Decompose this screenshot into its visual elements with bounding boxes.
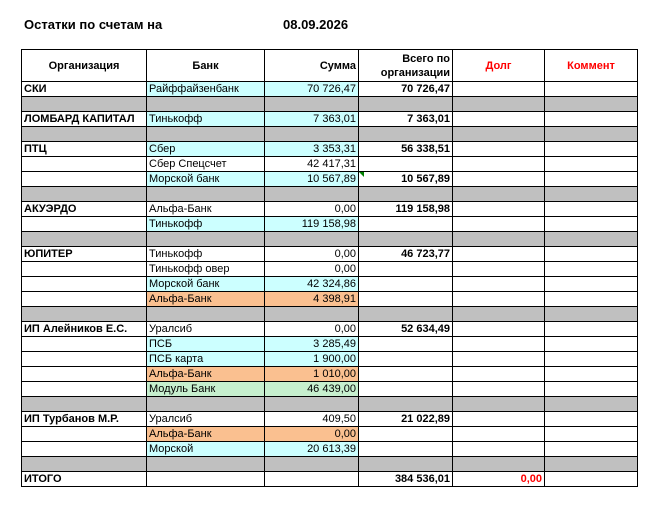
org-cell[interactable] — [22, 367, 147, 382]
separator-row — [22, 127, 638, 142]
comment-cell[interactable] — [545, 322, 638, 337]
sum-cell[interactable]: 1 900,00 — [265, 352, 359, 367]
debt-cell[interactable] — [453, 262, 545, 277]
separator-cell[interactable] — [265, 187, 359, 202]
debt-cell[interactable] — [453, 352, 545, 367]
separator-row — [22, 97, 638, 112]
bank-cell[interactable]: Морской банк — [147, 172, 265, 187]
table-row — [22, 367, 638, 382]
debt-cell[interactable] — [453, 172, 545, 187]
separator-cell[interactable] — [453, 457, 545, 472]
org-cell[interactable]: СКИ — [22, 82, 147, 97]
debt-cell[interactable] — [453, 412, 545, 427]
separator-cell[interactable] — [22, 232, 147, 247]
org-cell[interactable] — [22, 337, 147, 352]
debt-cell[interactable] — [453, 382, 545, 397]
org-total-cell[interactable]: 56 338,51 — [359, 142, 453, 157]
bank-cell[interactable]: Морской банк — [147, 277, 265, 292]
separator-cell[interactable] — [147, 127, 265, 142]
total-label[interactable]: ИТОГО — [22, 472, 147, 487]
header-bank[interactable]: Банк — [147, 50, 265, 82]
table-row — [22, 157, 638, 172]
sum-cell[interactable]: 0,00 — [265, 427, 359, 442]
sum-cell[interactable]: 46 439,00 — [265, 382, 359, 397]
table-row — [22, 142, 638, 157]
comment-cell[interactable] — [545, 292, 638, 307]
bank-cell[interactable]: Морской — [147, 442, 265, 457]
separator-cell[interactable] — [453, 187, 545, 202]
debt-cell[interactable] — [453, 217, 545, 232]
separator-cell[interactable] — [147, 307, 265, 322]
table-row — [22, 277, 638, 292]
header-row — [22, 50, 638, 82]
org-cell[interactable] — [22, 277, 147, 292]
sum-cell[interactable]: 0,00 — [265, 202, 359, 217]
separator-row — [22, 307, 638, 322]
debt-cell[interactable] — [453, 442, 545, 457]
org-total-cell[interactable] — [359, 427, 453, 442]
grand-total[interactable]: 384 536,01 — [359, 472, 453, 487]
debt-cell[interactable] — [453, 292, 545, 307]
org-cell[interactable] — [22, 382, 147, 397]
separator-cell[interactable] — [359, 127, 453, 142]
org-total-cell[interactable] — [359, 337, 453, 352]
total-debt[interactable]: 0,00 — [453, 472, 545, 487]
table-row — [22, 352, 638, 367]
separator-cell[interactable] — [453, 97, 545, 112]
separator-cell[interactable] — [545, 97, 638, 112]
debt-cell[interactable] — [453, 322, 545, 337]
separator-cell[interactable] — [22, 127, 147, 142]
bank-cell[interactable]: Сбер — [147, 142, 265, 157]
debt-cell[interactable] — [453, 112, 545, 127]
bank-cell[interactable]: Модуль Банк — [147, 382, 265, 397]
sum-cell[interactable]: 3 353,31 — [265, 142, 359, 157]
org-total-cell[interactable]: 52 634,49 — [359, 322, 453, 337]
sum-cell[interactable]: 0,00 — [265, 322, 359, 337]
separator-cell[interactable] — [265, 127, 359, 142]
sum-cell[interactable]: 3 285,49 — [265, 337, 359, 352]
separator-cell[interactable] — [147, 232, 265, 247]
table-row — [22, 322, 638, 337]
sum-cell[interactable]: 7 363,01 — [265, 112, 359, 127]
org-cell[interactable]: ЮПИТЕР — [22, 247, 147, 262]
org-cell[interactable] — [22, 427, 147, 442]
separator-cell[interactable] — [545, 187, 638, 202]
bank-cell[interactable]: Райффайзенбанк — [147, 82, 265, 97]
comment-cell[interactable] — [545, 427, 638, 442]
bank-cell[interactable]: Тинькофф — [147, 217, 265, 232]
sum-cell[interactable]: 42 417,31 — [265, 157, 359, 172]
table-row — [22, 442, 638, 457]
separator-cell[interactable] — [359, 307, 453, 322]
bank-cell[interactable]: Тинькофф овер — [147, 262, 265, 277]
bank-cell[interactable]: Уралсиб — [147, 322, 265, 337]
debt-cell[interactable] — [453, 277, 545, 292]
bank-cell[interactable]: Сбер Спецсчет — [147, 157, 265, 172]
sum-cell[interactable]: 409,50 — [265, 412, 359, 427]
org-total-cell[interactable] — [359, 157, 453, 172]
comment-cell[interactable] — [545, 112, 638, 127]
org-cell[interactable] — [22, 292, 147, 307]
org-total-cell[interactable]: 21 022,89 — [359, 412, 453, 427]
bank-cell[interactable]: ПСБ карта — [147, 352, 265, 367]
comment-cell[interactable] — [545, 277, 638, 292]
debt-cell[interactable] — [453, 367, 545, 382]
separator-row — [22, 397, 638, 412]
header-total-line1: Всего по — [402, 52, 450, 65]
table-row — [22, 112, 638, 127]
header-sum[interactable]: Сумма — [265, 50, 359, 82]
bank-cell[interactable]: Альфа-Банк — [147, 202, 265, 217]
header-debt[interactable]: Долг — [453, 50, 545, 82]
separator-cell[interactable] — [265, 307, 359, 322]
sum-cell[interactable]: 0,00 — [265, 247, 359, 262]
org-total-cell[interactable] — [359, 262, 453, 277]
org-cell[interactable] — [22, 262, 147, 277]
comment-cell[interactable] — [545, 352, 638, 367]
org-cell[interactable]: ИП Алейников Е.С. — [22, 322, 147, 337]
table-row — [22, 202, 638, 217]
total-bank-cell[interactable] — [147, 472, 265, 487]
sum-cell[interactable]: 42 324,86 — [265, 277, 359, 292]
separator-cell[interactable] — [147, 187, 265, 202]
org-total-cell[interactable] — [359, 367, 453, 382]
bank-cell[interactable]: Тинькофф — [147, 247, 265, 262]
org-total-cell[interactable]: 7 363,01 — [359, 112, 453, 127]
org-cell[interactable] — [22, 172, 147, 187]
org-total-cell[interactable]: 46 723,77 — [359, 247, 453, 262]
sheet-title[interactable]: Остатки по счетам на — [24, 17, 163, 32]
debt-cell[interactable] — [453, 427, 545, 442]
bank-cell[interactable]: Альфа-Банк — [147, 367, 265, 382]
comment-cell[interactable] — [545, 412, 638, 427]
total-row — [22, 472, 638, 487]
separator-cell[interactable] — [545, 232, 638, 247]
table-row — [22, 412, 638, 427]
separator-cell[interactable] — [359, 397, 453, 412]
header-total-line2: организации — [380, 66, 450, 79]
org-total-cell[interactable] — [359, 217, 453, 232]
separator-cell[interactable] — [453, 232, 545, 247]
separator-cell[interactable] — [265, 457, 359, 472]
separator-cell[interactable] — [265, 97, 359, 112]
debt-cell[interactable] — [453, 82, 545, 97]
separator-cell[interactable] — [147, 397, 265, 412]
bank-cell[interactable]: Альфа-Банк — [147, 292, 265, 307]
report-date[interactable]: 08.09.2026 — [283, 17, 349, 32]
org-cell[interactable]: АКУЭРДО — [22, 202, 147, 217]
debt-cell[interactable] — [453, 337, 545, 352]
separator-row — [22, 187, 638, 202]
separator-cell[interactable] — [453, 397, 545, 412]
separator-row — [22, 232, 638, 247]
sum-cell[interactable]: 70 726,47 — [265, 82, 359, 97]
bank-cell[interactable]: ПСБ — [147, 337, 265, 352]
separator-cell[interactable] — [359, 457, 453, 472]
separator-row — [22, 457, 638, 472]
separator-cell[interactable] — [147, 97, 265, 112]
separator-cell[interactable] — [265, 397, 359, 412]
table-row — [22, 172, 638, 187]
table-row — [22, 217, 638, 232]
comment-cell[interactable] — [545, 247, 638, 262]
org-cell[interactable] — [22, 157, 147, 172]
separator-cell[interactable] — [453, 127, 545, 142]
org-total-cell[interactable] — [359, 352, 453, 367]
org-cell[interactable]: ИП Турбанов М.Р. — [22, 412, 147, 427]
balances-table — [21, 49, 638, 487]
comment-cell[interactable] — [545, 82, 638, 97]
table-row — [22, 382, 638, 397]
sum-cell[interactable]: 4 398,91 — [265, 292, 359, 307]
header-organization[interactable]: Организация — [22, 50, 147, 82]
total-sum-cell[interactable] — [265, 472, 359, 487]
separator-cell[interactable] — [265, 232, 359, 247]
comment-cell[interactable] — [545, 442, 638, 457]
comment-cell[interactable] — [545, 382, 638, 397]
header-comment[interactable]: Коммент — [545, 50, 638, 82]
comment-cell[interactable] — [545, 157, 638, 172]
debt-cell[interactable] — [453, 202, 545, 217]
org-total-cell[interactable] — [359, 292, 453, 307]
sum-cell[interactable]: 20 613,39 — [265, 442, 359, 457]
header-total-by-org[interactable] — [359, 50, 453, 82]
separator-cell[interactable] — [22, 307, 147, 322]
separator-cell[interactable] — [359, 97, 453, 112]
org-total-cell[interactable] — [359, 442, 453, 457]
separator-cell[interactable] — [22, 457, 147, 472]
table-row — [22, 82, 638, 97]
sum-cell[interactable]: 119 158,98 — [265, 217, 359, 232]
debt-cell[interactable] — [453, 157, 545, 172]
comment-cell[interactable] — [545, 367, 638, 382]
separator-cell[interactable] — [22, 97, 147, 112]
sum-cell[interactable]: 10 567,89 — [265, 172, 359, 187]
org-cell[interactable]: ПТЦ — [22, 142, 147, 157]
separator-cell[interactable] — [22, 397, 147, 412]
separator-cell[interactable] — [545, 307, 638, 322]
separator-cell[interactable] — [545, 457, 638, 472]
separator-cell[interactable] — [545, 397, 638, 412]
debt-cell[interactable] — [453, 142, 545, 157]
table-body — [22, 82, 638, 472]
comment-cell[interactable] — [545, 262, 638, 277]
table-row — [22, 292, 638, 307]
org-cell[interactable]: ЛОМБАРД КАПИТАЛ — [22, 112, 147, 127]
org-total-cell[interactable]: 10 567,89 — [359, 172, 453, 187]
comment-cell[interactable] — [545, 337, 638, 352]
separator-cell[interactable] — [359, 187, 453, 202]
total-comment-cell[interactable] — [545, 472, 638, 487]
separator-cell[interactable] — [22, 187, 147, 202]
org-total-cell[interactable]: 70 726,47 — [359, 82, 453, 97]
separator-cell[interactable] — [453, 307, 545, 322]
org-cell[interactable] — [22, 442, 147, 457]
org-total-cell[interactable] — [359, 382, 453, 397]
separator-cell[interactable] — [359, 232, 453, 247]
bank-cell[interactable]: Уралсиб — [147, 412, 265, 427]
comment-cell[interactable] — [545, 202, 638, 217]
org-total-cell[interactable]: 119 158,98 — [359, 202, 453, 217]
comment-cell[interactable] — [545, 142, 638, 157]
debt-cell[interactable] — [453, 247, 545, 262]
separator-cell[interactable] — [147, 457, 265, 472]
table-row — [22, 247, 638, 262]
sum-cell[interactable]: 1 010,00 — [265, 367, 359, 382]
sum-cell[interactable]: 0,00 — [265, 262, 359, 277]
bank-cell[interactable]: Альфа-Банк — [147, 427, 265, 442]
comment-cell[interactable] — [545, 172, 638, 187]
table-row — [22, 427, 638, 442]
comment-cell[interactable] — [545, 217, 638, 232]
table-row — [22, 337, 638, 352]
org-total-cell[interactable] — [359, 277, 453, 292]
separator-cell[interactable] — [545, 127, 638, 142]
org-cell[interactable] — [22, 352, 147, 367]
bank-cell[interactable]: Тинькофф — [147, 112, 265, 127]
table-row — [22, 262, 638, 277]
cell-note-indicator-icon — [359, 172, 364, 177]
org-cell[interactable] — [22, 217, 147, 232]
